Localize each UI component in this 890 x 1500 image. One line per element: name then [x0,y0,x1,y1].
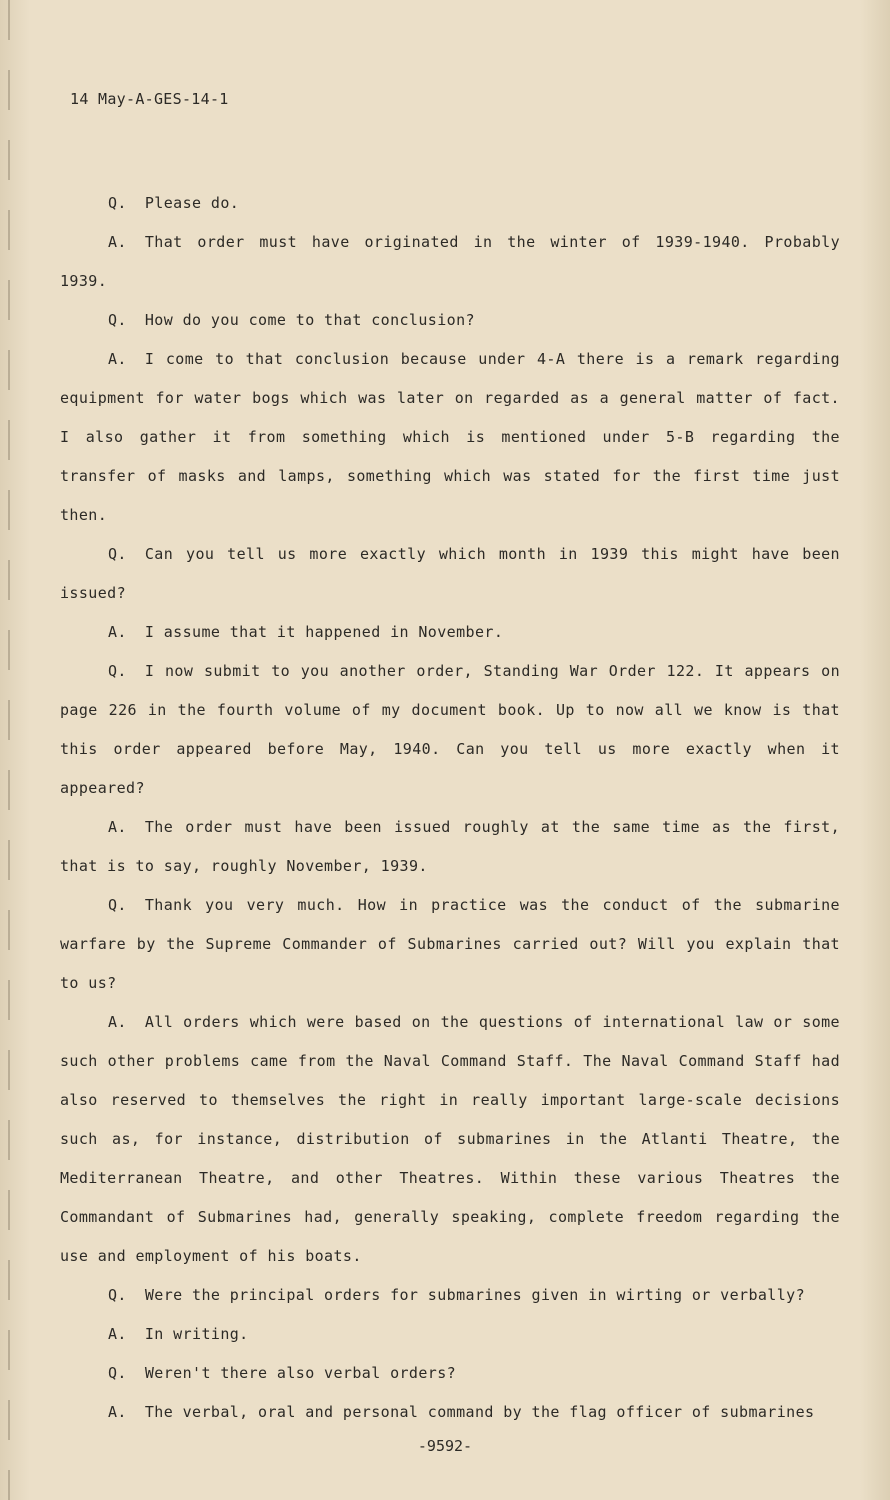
speaker-label: A. [108,233,127,251]
transcript-paragraph [60,1354,840,1393]
paragraph-text: I now submit to you another order, Standing War Order 122. It appears on page 226 in the fourth volume of my document book. Up to now all we know is that this order appeared before May, 1940. Can you tell us more exactly when it appeared? [60,662,840,797]
speaker-label: Q. [108,545,127,563]
speaker-label: A. [108,1325,127,1343]
speaker-label: A. [108,1013,127,1031]
speaker-label: A. [108,818,127,836]
speaker-label: A. [108,623,127,641]
speaker-label: Q. [108,194,127,212]
paragraph-text: The order must have been issued roughly at the same time as the first, that is to say, roughly November, 1939. [60,818,840,875]
speaker-label: A. [108,1403,127,1421]
paragraph-text: Can you tell us more exactly which month in 1939 this might have been issued? [60,545,840,602]
paragraph-text: I assume that it happened in November. [144,623,504,641]
paragraph-text: All orders which were based on the questions of international law or some such other problems came from the Naval Command Staff. The Naval Command Staff had also reserved to themselves the right in really important large-scale decisions such as, for instance, distribution of submarines in the Atlanti Theatre, the Mediterranean Theatre, and other Theatres. Within these various Theatres the Commandant of Submarines had, generally speaking, complete freedom regarding the use and employment of his boats. [60,1013,840,1265]
transcript-paragraph [60,1003,840,1276]
speaker-label: Q. [108,896,127,914]
paragraph-text: How do you come to that conclusion? [144,311,475,329]
speaker-label: Q. [108,311,127,329]
transcript-paragraph [60,340,840,535]
speaker-label: Q. [108,1364,127,1382]
paragraph-text: In writing. [144,1325,249,1343]
document-reference: 14 May-A-GES-14-1 [70,90,229,108]
transcript-paragraph [60,184,840,223]
paragraph-text: Were the principal orders for submarines given in wirting or verbally? [144,1286,806,1304]
paragraph-text: The verbal, oral and personal command by the flag officer of submarines [144,1403,815,1421]
transcript-paragraph [60,301,840,340]
transcript-paragraph [60,1393,840,1432]
speaker-label: Q. [108,662,127,680]
transcript-paragraph [60,1315,840,1354]
paragraph-text: Thank you very much. How in practice was the conduct of the submarine warfare by the Supreme Commander of Submarines carried out? Will you explain that to us? [60,896,840,992]
transcript-paragraph [60,223,840,301]
transcript-paragraph [60,613,840,652]
transcript-body [60,184,840,1432]
transcript-paragraph [60,1276,840,1315]
page-number: -9592- [417,1437,473,1455]
speaker-label: Q. [108,1286,127,1304]
transcript-paragraph [60,535,840,613]
transcript-paragraph [60,808,840,886]
transcript-paragraph [60,652,840,808]
paragraph-text: That order must have originated in the winter of 1939-1940. Probably 1939. [60,233,840,290]
page-binding-edge [8,0,10,1500]
paragraph-text: Please do. [144,194,240,212]
paragraph-text: I come to that conclusion because under 4-A there is a remark regarding equipment for water bogs which was later on regarded as a general matter of fact. I also gather it from something which is mentioned under 5-B regarding the transfer of masks and lamps, something which was stated for the first time just then. [60,350,840,524]
transcript-paragraph [60,886,840,1003]
paragraph-text: Weren't there also verbal orders? [144,1364,457,1382]
speaker-label: A. [108,350,127,368]
